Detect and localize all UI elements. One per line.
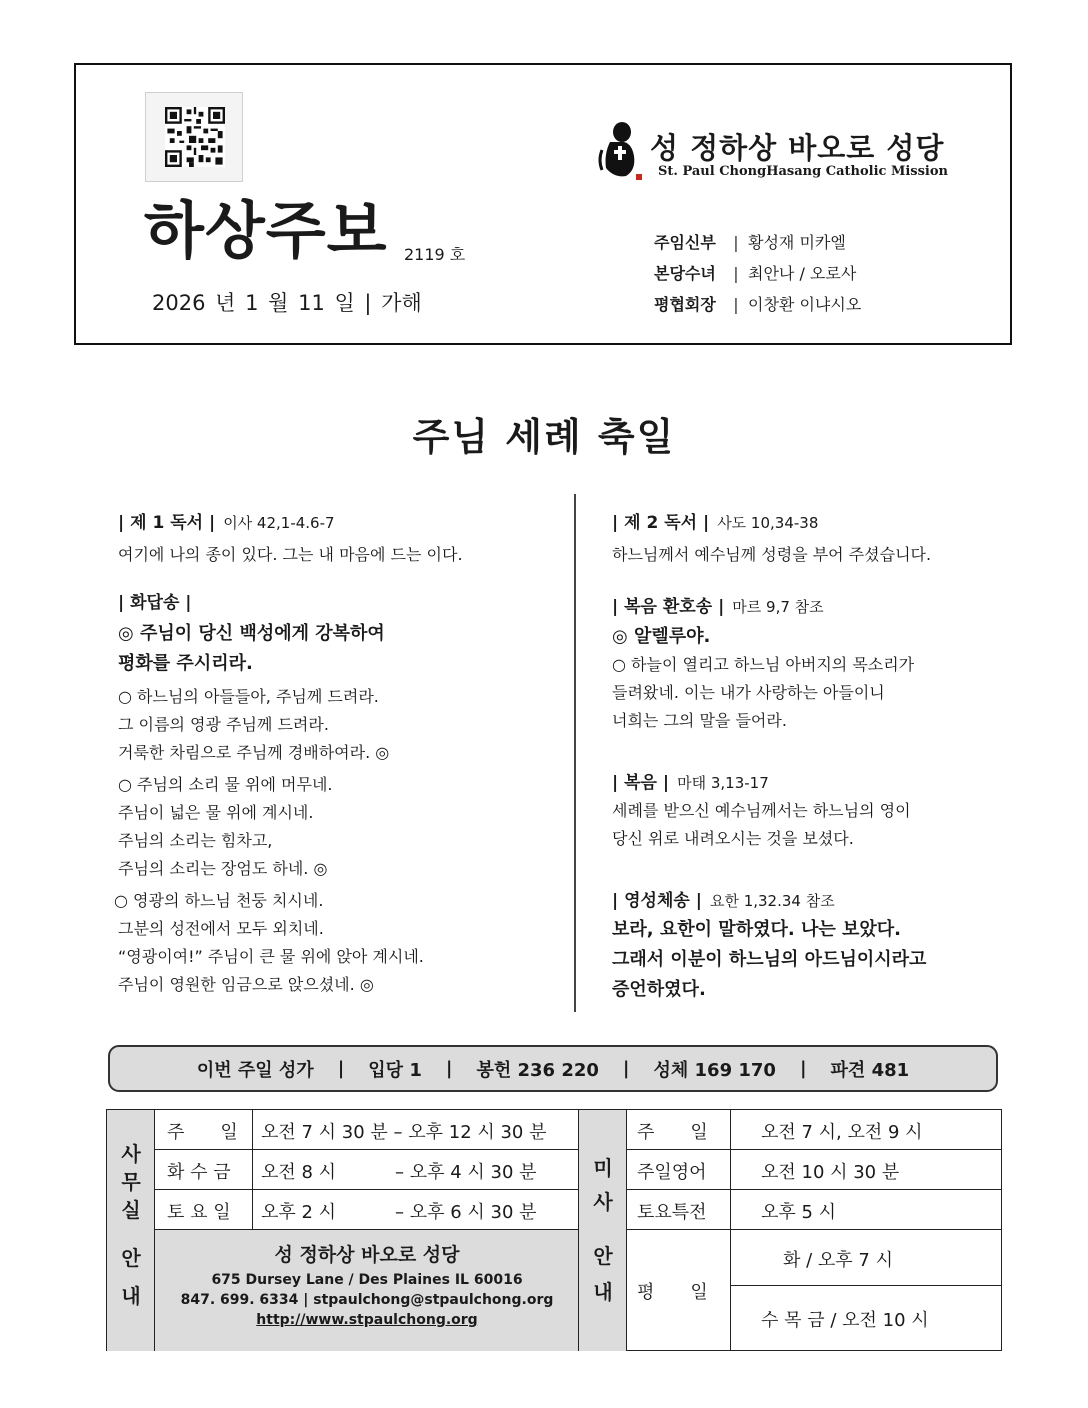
mass-weekday-time-cell (730, 1229, 1002, 1285)
church-contact-block (154, 1229, 578, 1351)
info-table (106, 1109, 1002, 1351)
psalm-stanza-line: ○ 하느님의 아들들아, 주님께 드려라. (118, 687, 379, 706)
hymn-bar-title: 이번 주일 성가 (196, 1059, 314, 1081)
staff-role: 주임신부 (654, 233, 716, 252)
contact-address: 675 Dursey Lane / Des Plaines IL 60016 (211, 1272, 523, 1288)
contact-website-link[interactable]: http://www.stpaulchong.org (256, 1312, 478, 1328)
church-logo-icon (596, 120, 646, 184)
office-hours: 오전 7 시 30 분 – 오후 12 시 30 분 (261, 1122, 547, 1143)
qr-code[interactable] (145, 92, 243, 182)
office-heading-char: 내 (121, 1284, 141, 1308)
feast-title: 주님 세례 축일 (412, 415, 676, 459)
first-reading-ref: 이사 42,1-4.6-7 (223, 514, 335, 532)
mass-day: 토요특전 (637, 1202, 707, 1223)
office-hours-start: 오전 8 시 (261, 1162, 337, 1183)
acclamation-line: ○ 하늘이 열리고 하느님 아버지의 목소리가 (612, 655, 915, 674)
staff-separator: | (733, 264, 739, 283)
issue-number: 2119 호 (404, 245, 466, 264)
mass-day-cell (626, 1189, 730, 1229)
staff-separator: | (733, 295, 739, 314)
hymn-recessional: 파견 481 (830, 1059, 910, 1081)
second-reading-ref: 사도 10,34-38 (717, 514, 819, 532)
office-heading-char: 안 (121, 1246, 141, 1270)
staff-name: 이창환 이냐시오 (748, 295, 862, 314)
mass-weekday-label: 평 일 (637, 1282, 708, 1303)
gospel-label: | 복음 | (612, 773, 670, 793)
psalm-stanza-line: 그분의 성전에서 모두 외치네. (118, 919, 324, 938)
communion-line: 증언하였다. (612, 979, 706, 1000)
psalm-label: | 화답송 | (118, 593, 192, 613)
psalm-stanza-line: 주님이 넓은 물 위에 계시네. (118, 803, 314, 822)
acclamation-label: | 복음 환호송 | (612, 597, 725, 617)
staff-row-sister (654, 261, 856, 284)
office-day-cell (154, 1109, 252, 1149)
hymn-entrance: 입당 1 (368, 1059, 422, 1081)
office-heading-char: 사 (121, 1142, 141, 1166)
first-reading-label: | 제 1 독서 | (118, 513, 216, 533)
mass-heading-cell (578, 1109, 626, 1351)
gospel (612, 768, 911, 853)
staff-role: 본당수녀 (654, 264, 716, 283)
office-hours-cell (252, 1109, 578, 1149)
psalm (114, 588, 424, 999)
communion-line: 그래서 이분이 하느님의 아드님이시라고 (612, 949, 927, 970)
mass-day-cell (626, 1149, 730, 1189)
issue-date: 2026 년 1 월 11 일 | 가해 (152, 291, 422, 315)
hymn-communion: 성체 169 170 (653, 1059, 776, 1081)
mass-time-cell (730, 1109, 1002, 1149)
mass-weekday-time: 수 목 금 / 오전 10 시 (761, 1310, 929, 1331)
column-divider (574, 494, 576, 1012)
hymn-separator: | (622, 1058, 630, 1079)
gospel-line: 세례를 받으신 예수님께서는 하느님의 영이 (612, 801, 911, 820)
first-reading (118, 508, 463, 569)
mass-heading-char: 내 (593, 1280, 613, 1304)
second-reading (612, 508, 931, 569)
mass-day: 주일영어 (637, 1162, 707, 1183)
gospel-line: 당신 위로 내려오시는 것을 보셨다. (612, 829, 854, 848)
psalm-stanza-line: 그 이름의 영광 주님께 드려라. (118, 715, 329, 734)
office-day-cell (154, 1189, 252, 1229)
mass-heading-char: 사 (593, 1190, 613, 1214)
church-name-english: St. Paul ChongHasang Catholic Mission (658, 164, 948, 179)
office-day: 화 수 금 (167, 1162, 231, 1183)
office-hours-cell (252, 1149, 578, 1189)
psalm-stanza-line: ○ 영광의 하느님 천둥 치시네. (114, 891, 324, 910)
mass-time: 오전 7 시, 오전 9 시 (761, 1122, 923, 1143)
hymn-separator: | (337, 1058, 345, 1079)
office-hours-cell (252, 1189, 578, 1229)
psalm-stanza-line: 주님의 소리는 힘차고, (118, 831, 273, 850)
gospel-ref: 마태 3,13-17 (677, 774, 769, 792)
mass-weekday-label-cell (626, 1229, 730, 1351)
qr-code-icon (165, 107, 225, 167)
mass-time: 오전 10 시 30 분 (761, 1162, 900, 1183)
office-hours-end: – 오후 4 시 30 분 (395, 1162, 537, 1183)
staff-role: 평협회장 (654, 295, 716, 314)
office-day: 토 요 일 (167, 1202, 231, 1223)
communion-ref: 요한 1,32.34 참조 (709, 892, 835, 910)
mass-day-cell (626, 1109, 730, 1149)
church-name-korean: 성 정하상 바오로 성당 (650, 131, 945, 165)
staff-name: 최안나 / 오로사 (748, 264, 857, 283)
mass-heading-char: 미 (593, 1156, 613, 1180)
communion-line: 보라, 요한이 말하였다. 나는 보았다. (612, 919, 902, 940)
contact-church-name: 성 정하상 바오로 성당 (274, 1244, 460, 1266)
psalm-stanza-line: ○ 주님의 소리 물 위에 머무네. (118, 775, 333, 794)
staff-name: 황성재 미카엘 (748, 233, 846, 252)
communion-antiphon (612, 886, 926, 1005)
hymn-separator: | (445, 1058, 453, 1079)
mass-weekday-time: 화 / 오후 7 시 (783, 1250, 893, 1271)
first-reading-text: 여기에 나의 종이 있다. 그는 내 마음에 드는 이다. (118, 545, 463, 564)
office-heading-cell (106, 1109, 154, 1351)
psalm-stanza-line: 주님이 영원한 임금으로 앉으셨네. ◎ (118, 975, 374, 994)
staff-row-pastor (654, 230, 846, 253)
mass-time-cell (730, 1149, 1002, 1189)
mass-weekday-time-cell (730, 1285, 1002, 1351)
psalm-stanza-line: “영광이여!” 주님이 큰 물 위에 앉아 계시네. (118, 947, 424, 966)
second-reading-label: | 제 2 독서 | (612, 513, 710, 533)
acclamation-ref: 마르 9,7 참조 (732, 598, 824, 616)
psalm-response-line: 평화를 주시리라. (118, 653, 253, 674)
psalm-response-line: ◎ 주님이 당신 백성에게 강복하여 (118, 623, 385, 644)
staff-row-council (654, 292, 861, 315)
office-heading-char: 무 (121, 1170, 141, 1194)
mass-day: 주 일 (637, 1122, 708, 1143)
office-hours-end: – 오후 6 시 30 분 (395, 1202, 537, 1223)
acclamation-response: ◎ 알렐루야. (612, 626, 711, 647)
gospel-acclamation (612, 592, 914, 735)
acclamation-line: 들려왔네. 이는 내가 사랑하는 아들이니 (612, 683, 885, 702)
contact-phone-email: 847. 699. 6334 | stpaulchong@stpaulchong.org (180, 1292, 554, 1308)
office-hours-start: 오후 2 시 (261, 1202, 337, 1223)
psalm-stanza-line: 거룩한 차림으로 주님께 경배하여라. ◎ (118, 743, 390, 762)
psalm-stanza-line: 주님의 소리는 장엄도 하네. ◎ (118, 859, 328, 878)
bulletin-title: 하상주보 (144, 194, 388, 267)
office-heading-char: 실 (121, 1198, 141, 1222)
hymn-separator: | (799, 1058, 807, 1079)
staff-separator: | (733, 233, 739, 252)
second-reading-text: 하느님께서 예수님께 성령을 부어 주셨습니다. (612, 545, 932, 564)
mass-time: 오후 5 시 (761, 1202, 837, 1223)
office-day: 주 일 (167, 1122, 238, 1143)
hymn-offertory: 봉헌 236 220 (476, 1059, 599, 1081)
hymn-bar (108, 1045, 998, 1092)
communion-label: | 영성체송 | (612, 891, 702, 911)
office-day-cell (154, 1149, 252, 1189)
acclamation-line: 너희는 그의 말을 들어라. (612, 711, 787, 730)
mass-time-cell (730, 1189, 1002, 1229)
mass-heading-char: 안 (593, 1244, 613, 1268)
